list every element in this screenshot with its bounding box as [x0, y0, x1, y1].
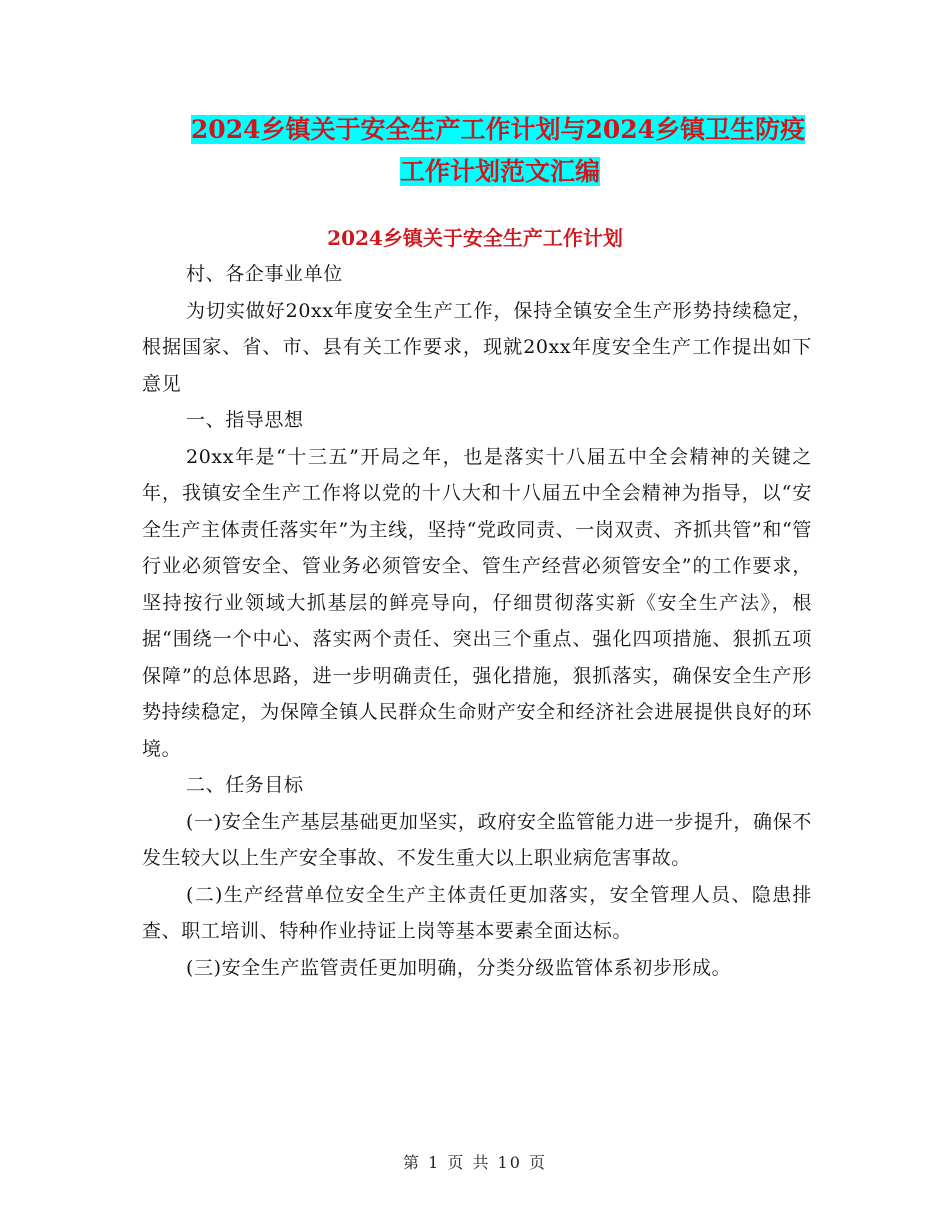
paragraph-goal-3: (三)安全生产监管责任更加明确，分类分级监管体系初步形成。	[186, 956, 732, 979]
paragraph-intro: 为切实做好20xx年度安全生产工作，保持全镇安全生产形势持续稳定，根据国家、省、市、县有关工作要求，现就20xx年度安全生产工作提出如下意见	[142, 299, 812, 395]
heading-guiding-thought: 一、指导思想	[186, 409, 304, 431]
title-highlight-1: 2024乡镇关于安全生产工作计划与2024乡镇卫生防疫	[190, 115, 806, 144]
document-body	[142, 256, 812, 986]
section-title: 2024乡镇关于安全生产工作计划	[327, 226, 623, 250]
document-title-line-1	[128, 108, 868, 152]
title-highlight-2: 工作计划范文汇编	[399, 157, 600, 186]
heading-task-goals: 二、任务目标	[186, 774, 304, 796]
paragraph-addressee: 村、各企事业单位	[186, 263, 343, 285]
paragraph-guiding-thought: 20xx年是“十三五”开局之年，也是落实十八届五中全会精神的关键之年，我镇安全生产工作将以党的十八大和十八届五中全会精神为指导，以“安全生产主体责任落实年”为主线，坚持“党政同责、一岗双责、齐抓共管”和“管行业必须管安全、管业务必须管安全、管生产经营必须管安全”的工作要求，坚持按行业领域大抓基层的鲜亮导向，仔细贯彻落实新《安全生产法》，根据“围绕一个中心、落实两个责任、突出三个重点、强化四项措施、狠抓五项保障”的总体思路，进一步明确责任，强化措施，狠抓落实，确保安全生产形势持续稳定，为保障全镇人民群众生命财产安全和经济社会进展提供良好的环境。	[142, 445, 812, 760]
page-footer: 第 1 页 共 10 页	[403, 1153, 547, 1172]
document-title-line-2	[120, 150, 880, 194]
paragraph-goal-1: (一)安全生产基层基础更加坚实，政府安全监管能力进一步提升，确保不发生较大以上生产安全事故、不发生重大以上职业病危害事故。	[142, 810, 812, 869]
paragraph-goal-2: (二)生产经营单位安全生产主体责任更加落实，安全管理人员、隐患排查、职工培训、特种作业持证上岗等基本要素全面达标。	[142, 883, 812, 942]
